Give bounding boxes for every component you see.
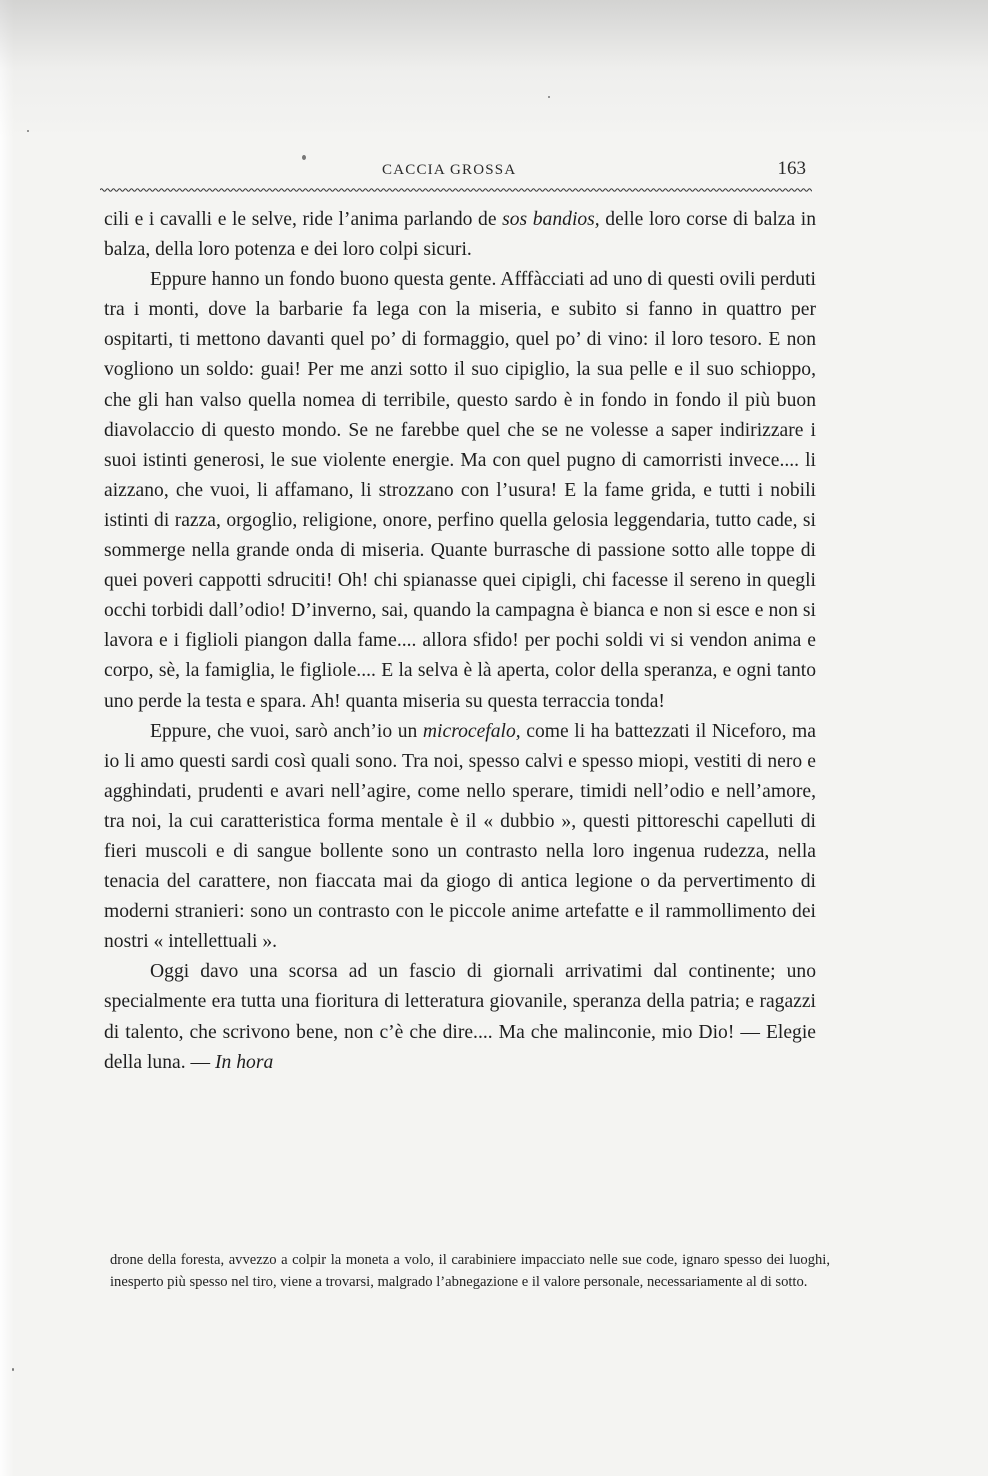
italic-phrase: In hora [215, 1051, 274, 1073]
footnote [110, 1250, 830, 1294]
paragraph-3: Eppure, che vuoi, sarò anch’io un microcefalo, come li ha battezzati il Niceforo, ma io li amo questi sardi così quali sono. Tra noi, spesso calvi e spesso miopi, vestiti di nero e agghindati, prudenti e avari nell’agire, come nello sperare, timidi nell’odio e nell’amore, tra noi, la cui caratteristica forma mentale è il « dubbio », questi pittoreschi capelluti di fieri muscoli e di sangue bollente sono un contrasto nella loro ingenua rudezza, nella tenacia del carattere, non fiaccata mai da giogo di antica legione o da pervertimento di moderni stranieri: sono un contrasto con le piccole anime artefatte e il rammollimento dei nostri « intellettuali ». [104, 720, 816, 953]
paragraph-2: Eppure hanno un fondo buono questa gente. Afffàcciati ad uno di questi ovili perduti tra i monti, dove la barbarie fa lega con la miseria, e subito si fanno in quattro per ospitarti, ti mettono davanti quel po’ di formaggio, quel po’ di vino: il loro tesoro. E non vogliono un soldo: guai! Per me anzi sotto il suo cipiglio, la sua pelle e il suo schioppo, che gli han valso quella nomea di terribile, questo sardo è in fondo in fondo il più buon diavolaccio di questo mondo. Se ne farebbe quel che se ne volesse a saper indirizzare i suoi istinti generosi, le sue violente energie. Ma con quel pugno di camorristi invece.... li aizzano, che vuoi, li affamano, li strozzano con l’usura! E la fame grida, e tutti i nobili istinti di razza, orgoglio, religione, onore, perfino quella gelosia leggendaria, tutto cade, si sommerge nella grande onda di miseria. Quante burrasche di passione sotto alle toppe di quei poveri cappotti sdruciti! Oh! chi spianasse quei cipigli, chi facesse il sereno in quegli occhi torbidi dall’odio! D’inverno, sai, quando la campagna è bianca e non si esce e non si lavora e i figlioli piangon dalla fame.... allora sfido! per pochi soldi vi si vendon anima e corpo, sè, la famiglia, le figliole.... E la selva è là aperta, color della speranza, e ogni tanto uno perde la testa e spara. Ah! quanta miseria su questa terraccia tonda! [104, 269, 816, 712]
paragraph-4: Oggi davo una scorsa ad un fascio di giornali arrivatimi dal continente; uno specialmente era tutta una fioritura di letteratura giovanile, speranza della patria; e ragazzi di talento, che scrivono bene, non c’è che dire.... Ma che malinconie, mio Dio! — Elegie della luna. — In hora [104, 961, 816, 1073]
italic-phrase: sos bandios, [502, 209, 600, 230]
paragraph-1: cili e i cavalli e le selve, ride l’anima parlando de sos bandios, delle loro corse di balza in balza, della loro potenza e dei loro colpi sicuri. [104, 209, 816, 261]
page-number: 163 [777, 158, 806, 179]
wavy-rule-divider [100, 186, 812, 194]
footnote-text: drone della foresta, avvezzo a colpir la moneta a volo, il carabiniere impacciato nelle sue code, ignaro spesso dei luoghi, inesperto più spesso nel tiro, viene a trovarsi, malgrado l’abnegazione e il valore personale, necessariamente al di sotto. [110, 1252, 830, 1290]
print-speck [12, 1368, 14, 1371]
print-speck [27, 130, 29, 132]
running-title: CACCIA GROSSA [382, 162, 517, 178]
page-header [100, 148, 812, 188]
print-speck [302, 155, 306, 160]
body-text [104, 205, 816, 1078]
italic-phrase: microcefalo, [422, 720, 521, 742]
print-speck [548, 96, 550, 98]
